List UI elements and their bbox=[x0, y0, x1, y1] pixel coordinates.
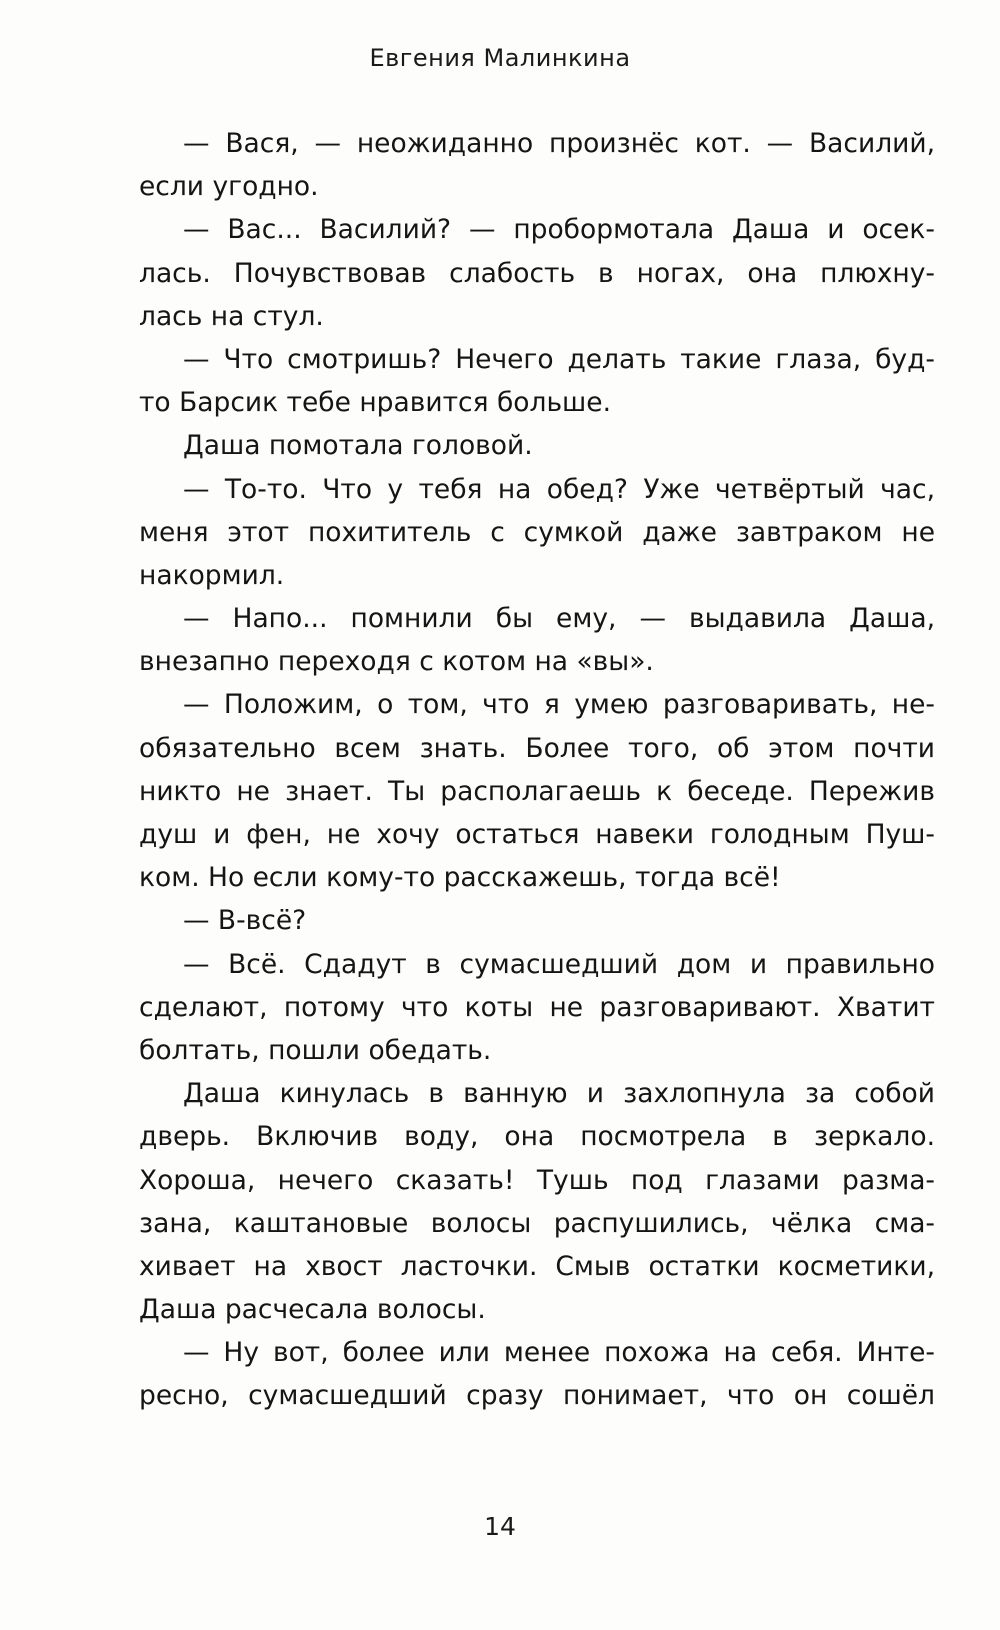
page-number: 14 bbox=[484, 1512, 516, 1541]
text-line: дверь. Включив воду, она посмотрела в зеркало. bbox=[139, 1121, 935, 1153]
text-line: если угодно. bbox=[139, 171, 319, 203]
text-line: лась на стул. bbox=[139, 300, 324, 332]
text-line: Даша кинулась в ванную и захлопнула за собой bbox=[183, 1078, 935, 1110]
text-line: ком. Но если кому-то расскажешь, тогда всё! bbox=[139, 862, 781, 894]
text-line: Даша расчесала волосы. bbox=[139, 1294, 486, 1326]
text-line: меня этот похититель с сумкой даже завтраком не bbox=[139, 516, 935, 548]
text-line: Хороша, нечего сказать! Тушь под глазами разма- bbox=[139, 1164, 935, 1196]
text-line: — Напо... помнили бы ему, — выдавила Даша, bbox=[183, 603, 935, 635]
text-line: — Всё. Сдадут в сумасшедший дом и правильно bbox=[183, 948, 935, 980]
text-line: то Барсик тебе нравится больше. bbox=[139, 387, 612, 419]
text-line: Даша помотала головой. bbox=[183, 430, 533, 462]
running-head-author: Евгения Малинкина bbox=[369, 44, 631, 72]
text-line: — То-то. Что у тебя на обед? Уже четвёртый час, bbox=[183, 473, 935, 505]
text-line: накормил. bbox=[139, 559, 285, 591]
text-line: — В-всё? bbox=[183, 905, 307, 937]
text-line: — Вася, — неожиданно произнёс кот. — Василий, bbox=[183, 128, 935, 159]
body-text bbox=[139, 122, 935, 1418]
text-line: болтать, пошли обедать. bbox=[139, 1034, 492, 1066]
text-line: сделают, потому что коты не разговаривают. Хватит bbox=[139, 991, 935, 1023]
text-line: ресно, сумасшедший сразу понимает, что он сошёл bbox=[139, 1380, 935, 1412]
text-line: — Положим, о том, что я умею разговаривать, не- bbox=[183, 689, 935, 721]
text-line: — Ну вот, более или менее похожа на себя. Инте- bbox=[183, 1337, 935, 1369]
text-line: внезапно переходя с котом на «вы». bbox=[139, 646, 654, 678]
text-line: хивает на хвост ласточки. Смыв остатки косметики, bbox=[139, 1250, 935, 1282]
text-line: — Вас... Василий? — пробормотала Даша и осек- bbox=[183, 214, 935, 246]
text-line: — Что смотришь? Нечего делать такие глаза, буд- bbox=[183, 343, 935, 375]
text-line: душ и фен, не хочу остаться навеки голодным Пуш- bbox=[139, 819, 935, 850]
text-line: обязательно всем знать. Более того, об этом почти bbox=[139, 732, 935, 764]
text-line: никто не знает. Ты располагаешь к беседе. Пережив bbox=[139, 775, 935, 807]
text-line: лась. Почувствовав слабость в ногах, она плюхну- bbox=[139, 257, 935, 289]
text-line: зана, каштановые волосы распушились, чёлка сма- bbox=[139, 1207, 935, 1239]
